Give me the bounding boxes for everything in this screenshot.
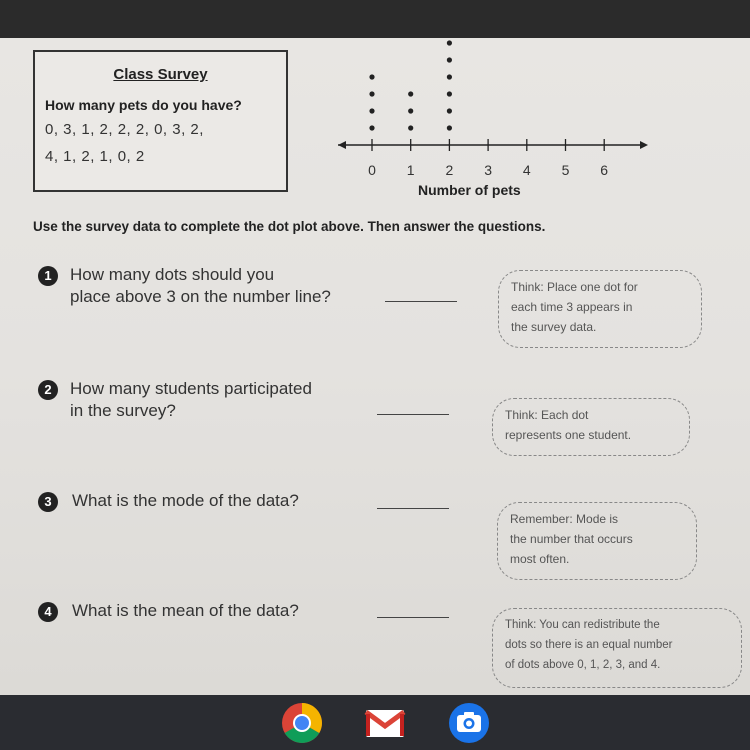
question-1-answer-blank[interactable] [385, 301, 457, 302]
question-1-hint-line-1: Think: Place one dot for [511, 280, 638, 294]
question-1-line-2: place above 3 on the number line? [70, 287, 331, 306]
dot-plot-x-label: Number of pets [418, 182, 521, 198]
question-2-text [70, 378, 312, 422]
tick-label: 3 [484, 162, 492, 178]
plot-dot [447, 57, 452, 62]
question-2-hint-line-2: represents one student. [505, 428, 632, 442]
question-1-text [70, 264, 331, 308]
question-1-line-1: How many dots should you [70, 265, 275, 284]
question-4-number: 4 [38, 602, 58, 622]
plot-dot [408, 108, 413, 113]
survey-data-line-2: 4, 1, 2, 1, 0, 2 [45, 148, 145, 165]
question-3-text [72, 490, 299, 512]
tick-label: 5 [561, 162, 570, 178]
question-4-answer-blank[interactable] [377, 617, 449, 618]
plot-dot [447, 125, 452, 130]
tick-label: 1 [406, 162, 415, 178]
question-2-answer-blank[interactable] [377, 414, 449, 415]
camera-icon[interactable] [447, 701, 491, 745]
taskbar [0, 695, 750, 750]
question-1-number: 1 [38, 266, 58, 286]
number-line-right-arrow [640, 141, 648, 149]
question-1-hint-line-2: each time 3 appears in [511, 300, 633, 314]
plot-dot [447, 74, 452, 79]
question-2-number: 2 [38, 380, 58, 400]
tick-label: 6 [600, 162, 609, 178]
question-4-hint-line-2: dots so there is an equal number [505, 639, 673, 651]
survey-title: Class Survey [113, 66, 208, 83]
tick-label: 0 [368, 162, 376, 178]
plot-dot [369, 91, 374, 96]
question-2-hint-line-1: Think: Each dot [505, 408, 589, 422]
plot-dot [369, 125, 374, 130]
question-3-hint-line-3: most often. [510, 552, 570, 566]
number-line-left-arrow [338, 141, 346, 149]
plot-dot [408, 91, 413, 96]
question-1-hint-line-3: the survey data. [511, 320, 597, 334]
plot-dot [447, 91, 452, 96]
question-4-hint-line-3: of dots above 0, 1, 2, 3, and 4. [505, 659, 661, 671]
question-4-hint-cloud [492, 608, 742, 688]
question-3-line-1: What is the mode of the data? [72, 491, 299, 510]
question-3-answer-blank[interactable] [377, 508, 449, 509]
question-3-number: 3 [38, 492, 58, 512]
survey-question: How many pets do you have? [45, 97, 242, 113]
instructions-text: Use the survey data to complete the dot plot above. Then answer the questions. [33, 219, 546, 234]
plot-dot [408, 125, 413, 130]
question-2-hint-cloud [492, 398, 690, 456]
gmail-icon[interactable] [363, 701, 407, 745]
tick-label: 4 [522, 162, 531, 178]
question-4-text [72, 600, 299, 622]
question-3-hint-line-1: Remember: Mode is [510, 512, 619, 526]
plot-dot [369, 108, 374, 113]
plot-dot [369, 74, 374, 79]
question-3-hint-cloud [497, 502, 697, 580]
tick-label: 2 [445, 162, 454, 178]
question-2-line-2: in the survey? [70, 401, 176, 420]
question-2-line-1: How many students participated [70, 379, 312, 398]
question-4-hint-line-1: Think: You can redistribute the [505, 619, 660, 631]
question-4-line-1: What is the mean of the data? [72, 601, 299, 620]
top-bar [0, 0, 750, 38]
chrome-icon[interactable] [280, 701, 324, 745]
plot-dot [447, 40, 452, 45]
survey-data-line-1: 0, 3, 1, 2, 2, 2, 0, 3, 2, [45, 121, 204, 138]
plot-dot [447, 108, 452, 113]
question-1-hint-cloud [498, 270, 702, 348]
class-survey-box [33, 50, 288, 192]
question-3-hint-line-2: the number that occurs [510, 532, 633, 546]
